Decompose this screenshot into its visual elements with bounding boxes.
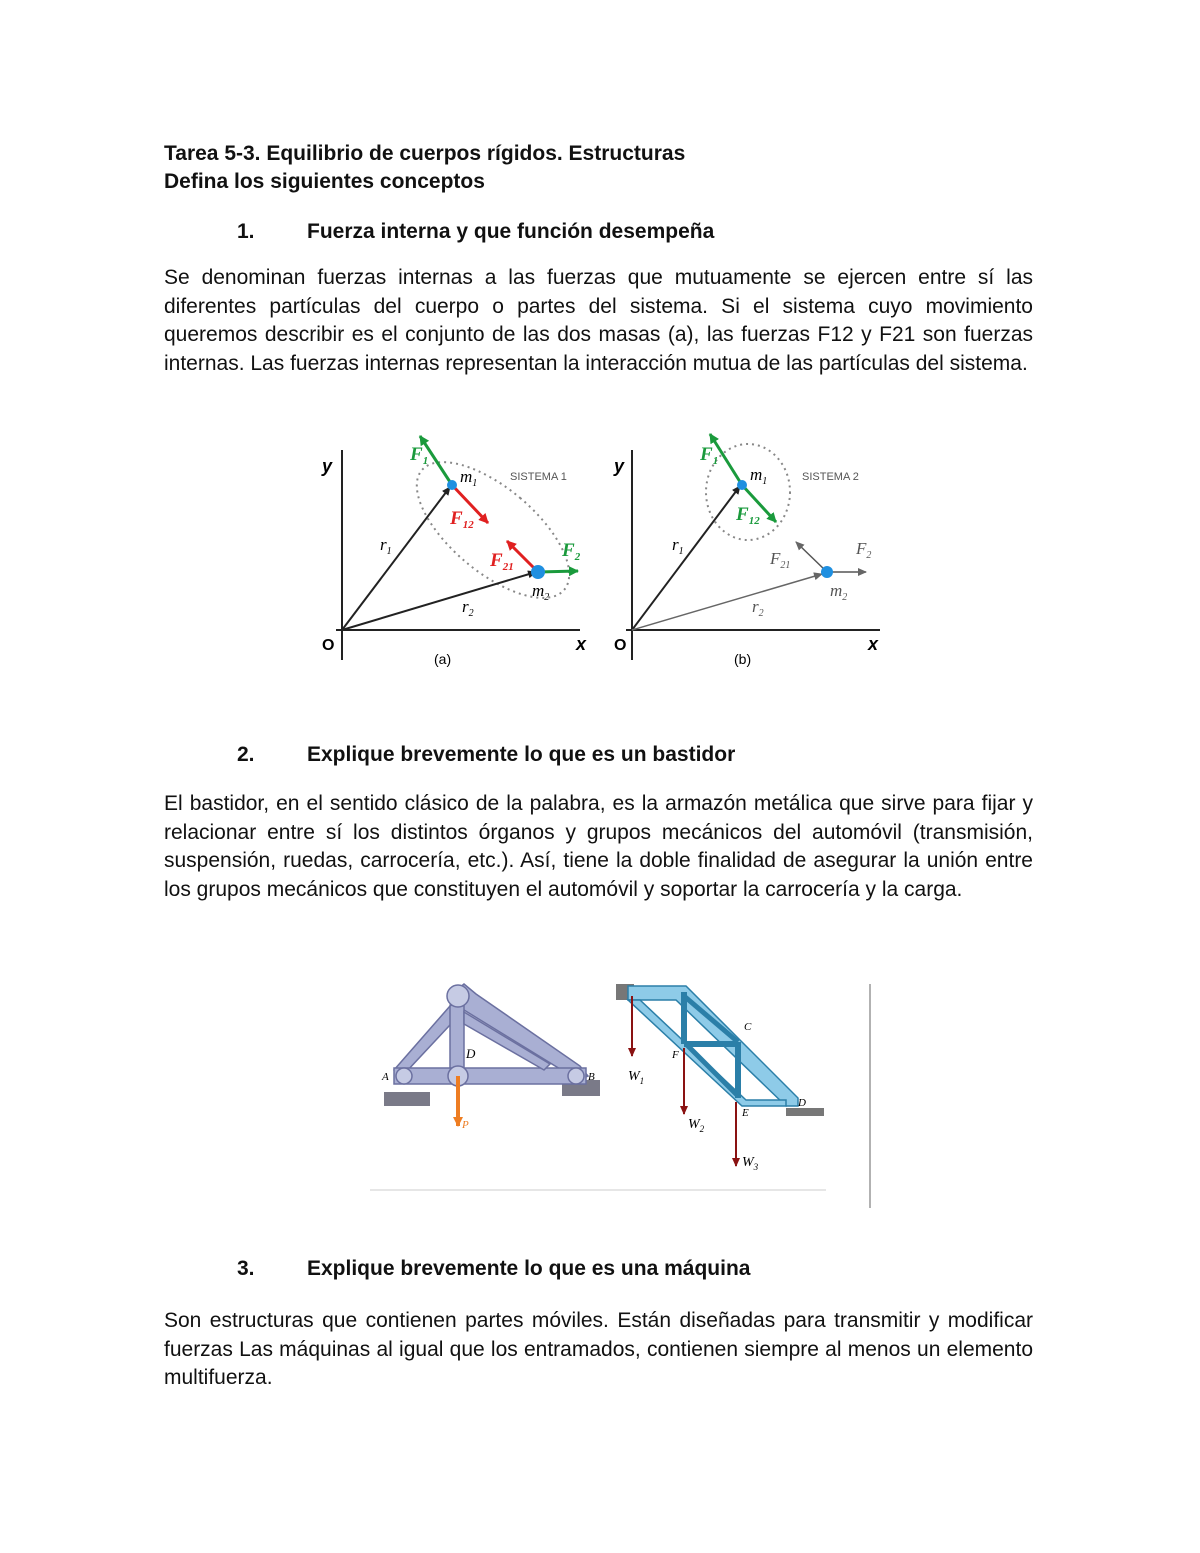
section-3-body: Son estructuras que contienen partes móviles. Están diseñadas para transmitir y modificar fuerzas Las máquinas al igual que los entramados, contienen siempre al menos un elemento multifuerza. xyxy=(164,1309,1033,1389)
system-1-label: SISTEMA 1 xyxy=(510,471,567,483)
r1-vector xyxy=(632,486,740,630)
origin-label: O xyxy=(322,637,335,654)
r2-vector xyxy=(632,574,822,630)
gusset-plate-top xyxy=(447,985,469,1007)
label-e: E xyxy=(742,1107,749,1119)
m2-label: $m_2$ xyxy=(532,581,550,603)
r2-label: $r_2$ xyxy=(752,597,764,619)
section-1-heading xyxy=(237,218,714,246)
f21-label: $F_{21}$ xyxy=(770,549,791,571)
section-number: 3. xyxy=(237,1257,255,1280)
truss-bottom-chord xyxy=(394,1068,586,1084)
support-a xyxy=(384,1092,430,1106)
label-d: D xyxy=(798,1097,806,1109)
r1-vector xyxy=(342,487,450,630)
m1-label: $m_1$ xyxy=(750,465,768,487)
panel-a xyxy=(321,436,591,667)
f2-label: $F_2$ xyxy=(856,539,872,561)
section-2-heading xyxy=(237,741,735,769)
section-title: Explique brevemente lo que es una máquina xyxy=(307,1257,751,1280)
section-number: 2. xyxy=(237,743,255,766)
truss-vertical xyxy=(450,998,464,1068)
label-f: F xyxy=(672,1049,679,1061)
w1-label: $W_1$ xyxy=(628,1069,645,1086)
section-3-heading xyxy=(237,1255,750,1283)
r1-label: $r_1$ xyxy=(672,535,684,557)
ground-support xyxy=(786,1108,824,1116)
panel-b-caption: (b) xyxy=(734,651,752,667)
f12-label: $F_{12}$ xyxy=(450,508,474,531)
f12-label: $F_{12}$ xyxy=(736,504,760,527)
y-axis-label: y xyxy=(322,456,333,476)
section-title: Explique brevemente lo que es un bastidor xyxy=(307,743,736,766)
gusset-plate-a xyxy=(396,1068,412,1084)
w3-label: $W_3$ xyxy=(742,1155,759,1172)
gusset-plate-b xyxy=(568,1068,584,1084)
f21-label: $F_{21}$ xyxy=(490,550,514,573)
y-axis-label: y xyxy=(614,456,625,476)
document-title: Tarea 5-3. Equilibrio de cuerpos rígidos. Estructuras xyxy=(164,142,686,165)
mass-2 xyxy=(531,565,545,579)
m2-label: $m_2$ xyxy=(830,581,848,603)
section-1-body: Se denominan fuerzas internas a las fuerzas que mutuamente se ejercen entre sí las diferentes partículas del cuerpo o partes del sistema. Si el sistema cuyo movimiento queremos describir es el conjunto de las dos masas (a), las fuerzas F12 y F21 son fuerzas internas. Las fuerzas internas representan la interacción mutua de las partículas del sistema. xyxy=(164,266,1033,375)
panel-b xyxy=(613,434,880,667)
label-p: P xyxy=(462,1119,469,1131)
x-axis-label: x xyxy=(576,634,587,654)
x-axis-label: x xyxy=(868,634,879,654)
system-2-label: SISTEMA 2 xyxy=(802,471,859,483)
section-2-body: El bastidor, en el sentido clásico de la palabra, es la armazón metálica que sirve para fijar y relacionar entre sí los distintos órganos y grupos mecánicos del automóvil (transmisión, suspensión, ruedas, carrocería, etc.). Así, tiene la doble finalidad de asegurar la unión entre los grupos mecánicos que constituyen el automóvil y soportar la carrocería y la carga. xyxy=(164,792,1033,901)
f1-label: $F_1$ xyxy=(410,444,429,467)
structures-figure xyxy=(366,976,876,1210)
r2-label: $r_2$ xyxy=(462,597,474,619)
m1-label: $m_1$ xyxy=(460,467,478,489)
truss-structure xyxy=(381,984,600,1131)
mass-1 xyxy=(737,480,747,490)
section-number: 1. xyxy=(237,220,255,243)
panel-a-caption: (a) xyxy=(434,651,452,667)
section-title: Fuerza interna y que función desempeña xyxy=(307,220,715,243)
label-d: D xyxy=(466,1046,476,1061)
f21-vector xyxy=(796,542,827,572)
r1-label: $r_1$ xyxy=(380,535,392,557)
document-subtitle: Defina los siguientes conceptos xyxy=(164,170,485,193)
frame-diagonal-1 xyxy=(684,996,738,1042)
r2-vector xyxy=(342,572,536,630)
f2-label: $F_2$ xyxy=(562,540,581,563)
label-c: C xyxy=(744,1021,752,1033)
w2-label: $W_2$ xyxy=(688,1117,705,1134)
mass-1 xyxy=(447,480,457,490)
frame-structure xyxy=(616,984,824,1172)
label-b: B xyxy=(588,1071,595,1083)
mass-2 xyxy=(821,566,833,578)
label-a: A xyxy=(382,1071,389,1083)
origin-label: O xyxy=(614,637,627,654)
internal-forces-figure xyxy=(300,420,900,680)
f1-label: $F_1$ xyxy=(700,444,719,467)
